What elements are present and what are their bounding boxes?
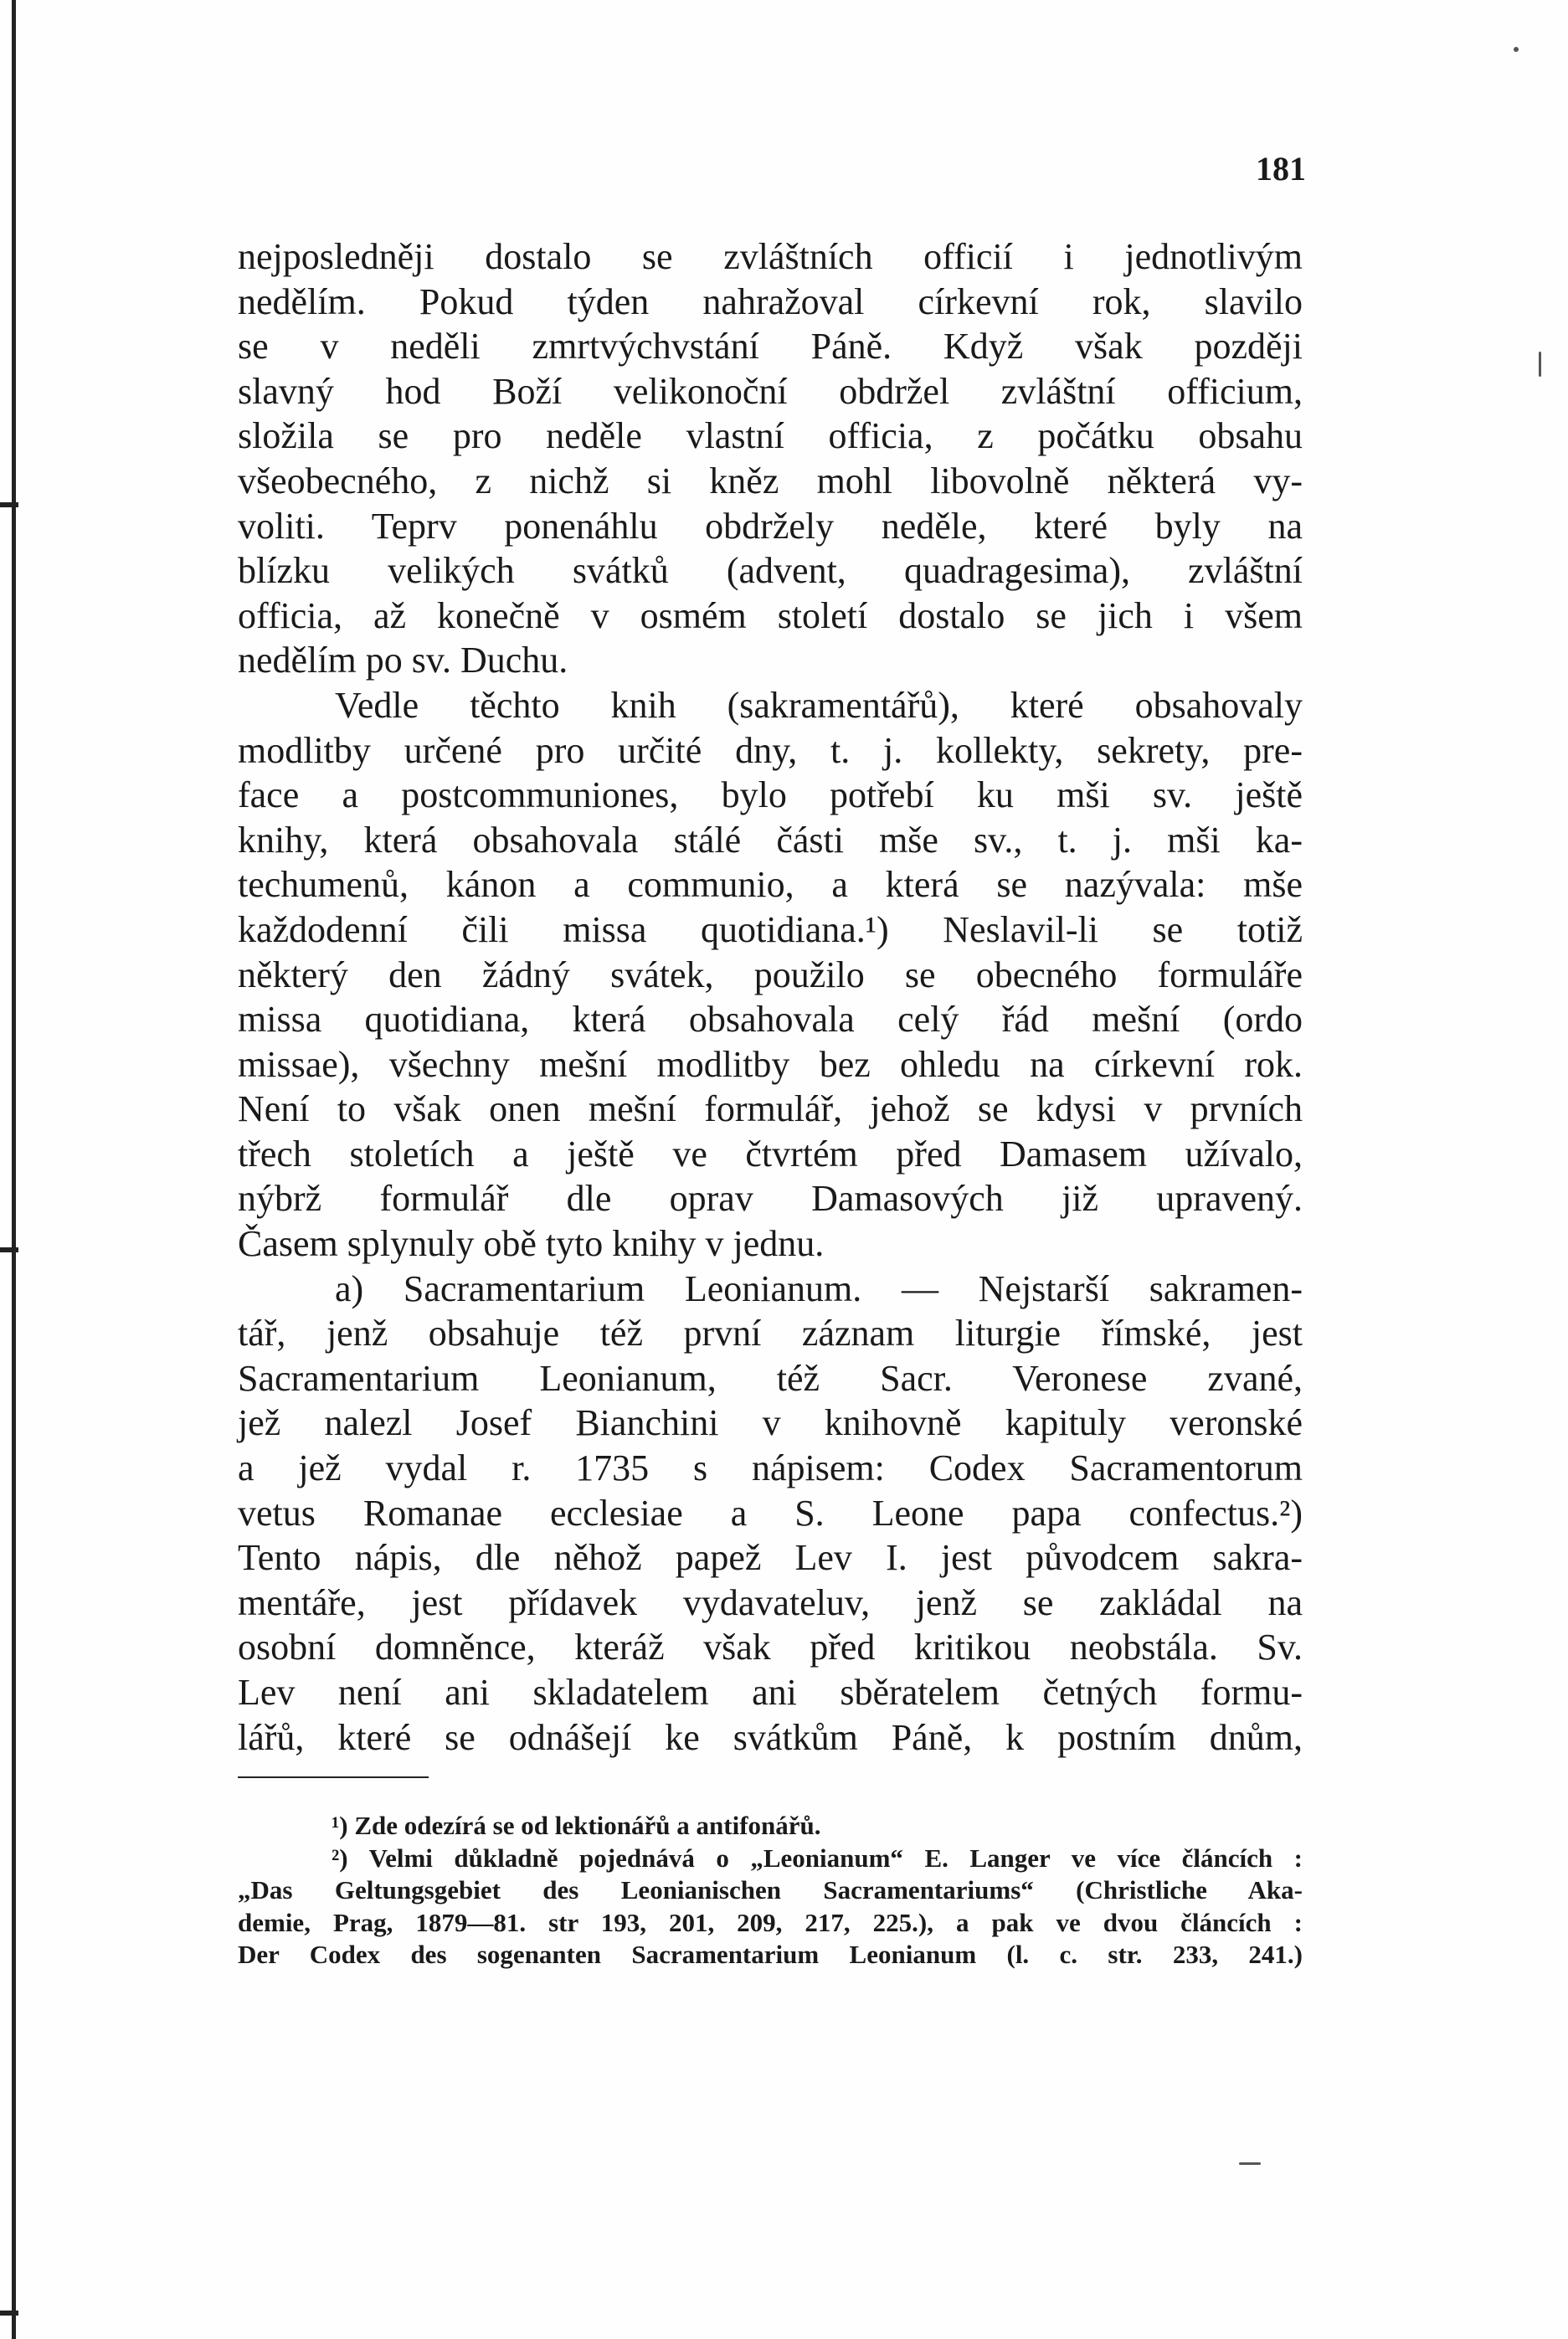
body-line: Není to však onen mešní formulář, jehož se kdysi v prvních <box>238 1088 1303 1130</box>
body-line: nýbrž formulář dle oprav Damasových již upravený. <box>238 1178 1303 1220</box>
body-line: mentáře, jest přídavek vydavateluv, jenž se zakládal na <box>238 1581 1303 1623</box>
body-line: knihy, která obsahovala stálé části mše sv., t. j. mši ka- <box>238 819 1303 861</box>
body-line: tář, jenž obsahuje též první záznam liturgie římské, jest <box>238 1313 1303 1355</box>
body-line: Časem splynuly obě tyto knihy v jednu. <box>238 1223 825 1265</box>
footnote-line: ²) Velmi důkladně pojednává o „Leonianum“ E. Langer ve více článcích : <box>332 1843 1303 1873</box>
body-line: face a postcommuniones, bylo potřebí ku mši sv. ještě <box>238 774 1303 816</box>
footnote-line: Der Codex des sogenanten Sacramentarium Leonianum (l. c. str. 233, 241.) <box>238 1940 1303 1970</box>
body-line: složila se pro neděle vlastní officia, z počátku obsahu <box>238 415 1303 457</box>
page-number: 181 <box>1256 150 1306 188</box>
body-line: lářů, které se odnášejí ke svátkům Páně, k postním dnům, <box>238 1716 1303 1758</box>
footnote-separator <box>238 1776 429 1778</box>
binding-mark <box>0 1247 18 1252</box>
footnote-line: „Das Geltungsgebiet des Leonianischen Sacramentariums“ (Christliche Aka- <box>238 1875 1303 1905</box>
body-line: nedělím po sv. Duchu. <box>238 640 568 681</box>
body-line: missae), všechny mešní modlitby bez ohledu na církevní rok. <box>238 1043 1303 1085</box>
binding-mark <box>0 2311 18 2316</box>
body-line: a) Sacramentarium Leonianum. — Nejstarší sakramen- <box>335 1267 1303 1309</box>
body-line: Vedle těchto knih (sakramentářů), které obsahovaly <box>335 684 1303 726</box>
paper-speck <box>1239 2162 1261 2165</box>
body-line: nejposledněji dostalo se zvláštních officií i jednotlivým <box>238 236 1303 277</box>
footnote-line: ¹) Zde odezírá se od lektionářů a antifonářů. <box>332 1811 821 1840</box>
paper-speck <box>1514 47 1519 52</box>
body-line: vetus Romanae ecclesiae a S. Leone papa confectus.²) <box>238 1492 1303 1534</box>
body-line: Lev není ani skladatelem ani sběratelem četných formu- <box>238 1672 1303 1713</box>
body-line: techumenů, kánon a communio, a která se nazývala: mše <box>238 864 1303 906</box>
body-line: osobní domněnce, kteráž však před kritikou neobstála. Sv. <box>238 1627 1303 1668</box>
body-line: blízku velikých svátků (advent, quadragesima), zvláštní <box>238 550 1303 592</box>
binding-edge <box>12 0 16 2339</box>
body-line: Tento nápis, dle něhož papež Lev I. jest původcem sakra- <box>238 1537 1303 1579</box>
body-line: třech stoletích a ještě ve čtvrtém před Damasem užívalo, <box>238 1133 1303 1175</box>
body-line: a jež vydal r. 1735 s nápisem: Codex Sacramentorum <box>238 1447 1303 1489</box>
footnotes <box>238 1810 1303 1971</box>
body-line: nedělím. Pokud týden nahražoval církevní rok, slavilo <box>238 280 1303 322</box>
body-line: všeobecného, z nichž si kněz mohl libovolně některá vy- <box>238 460 1303 501</box>
body-line: modlitby určené pro určité dny, t. j. kollekty, sekrety, pre- <box>238 729 1303 771</box>
body-line: některý den žádný svátek, použilo se obecného formuláře <box>238 954 1303 995</box>
body-line: officia, až konečně v osmém století dostalo se jich i všem <box>238 594 1303 636</box>
body-line: jež nalezl Josef Bianchini v knihovně kapituly veronské <box>238 1402 1303 1444</box>
body-line: každodenní čili missa quotidiana.¹) Neslavil-li se totiž <box>238 908 1303 950</box>
body-line: missa quotidiana, která obsahovala celý řád mešní (ordo <box>238 999 1303 1041</box>
binding-mark <box>0 502 18 507</box>
body-line: slavný hod Boží velikonoční obdržel zvláštní officium, <box>238 370 1303 412</box>
body-text <box>238 234 1303 1760</box>
paper-speck <box>1539 352 1541 377</box>
footnote-line: demie, Prag, 1879—81. str 193, 201, 209, 217, 225.), a pak ve dvou článcích : <box>238 1907 1303 1937</box>
body-line: Sacramentarium Leonianum, též Sacr. Veronese zvané, <box>238 1357 1303 1399</box>
body-line: voliti. Teprv ponenáhlu obdržely neděle, které byly na <box>238 505 1303 547</box>
body-line: se v neděli zmrtvýchvstání Páně. Když však později <box>238 326 1303 368</box>
